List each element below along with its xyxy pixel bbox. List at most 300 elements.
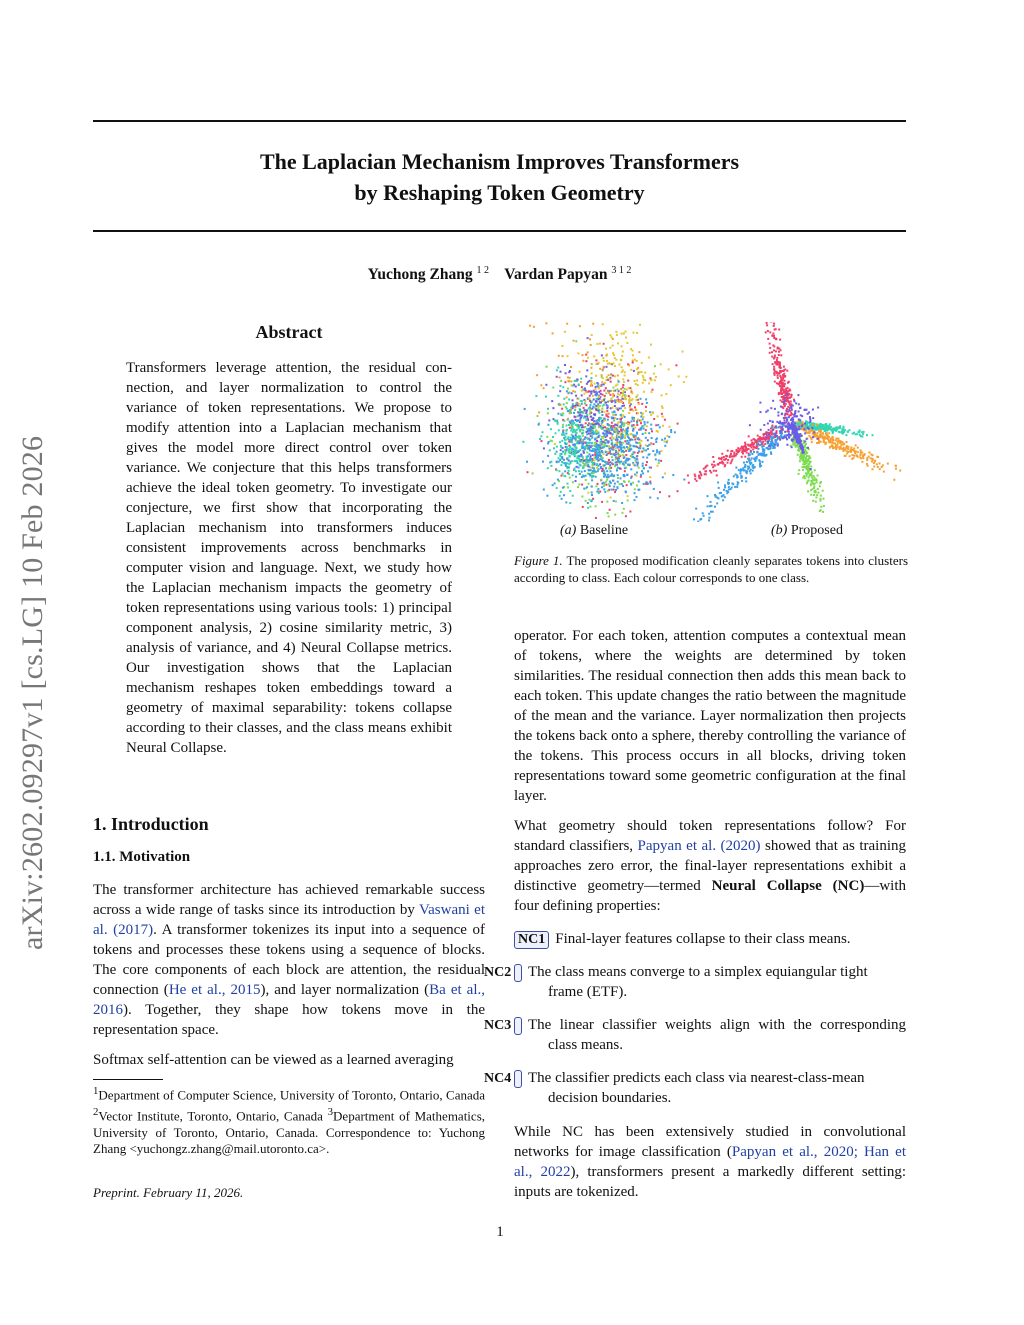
scatter-point	[595, 394, 597, 396]
scatter-point	[857, 451, 859, 453]
nc-tag[interactable]: NC2	[514, 964, 522, 982]
scatter-point	[636, 472, 638, 474]
scatter-point	[772, 344, 774, 346]
scatter-point	[879, 468, 881, 470]
scatter-point	[588, 442, 590, 444]
scatter-point	[552, 484, 554, 486]
scatter-point	[595, 433, 597, 435]
scatter-point	[565, 433, 567, 435]
scatter-point	[699, 477, 701, 479]
scatter-point	[632, 456, 634, 458]
scatter-point	[596, 444, 598, 446]
scatter-point	[795, 410, 797, 412]
scatter-point	[602, 425, 604, 427]
scatter-point	[533, 326, 535, 328]
citation-link[interactable]: Vaswani et al. (2017)	[93, 902, 485, 938]
scatter-point	[641, 403, 643, 405]
scatter-point	[769, 420, 771, 422]
scatter-point	[628, 481, 630, 483]
scatter-point	[726, 492, 728, 494]
scatter-point	[620, 461, 622, 463]
scatter-point	[565, 450, 567, 452]
citation-link[interactable]: Papyan et al., 2020; Han et al., 2022	[514, 1144, 906, 1180]
scatter-point	[547, 455, 549, 457]
scatter-point	[625, 331, 627, 333]
scatter-point	[600, 427, 602, 429]
scatter-point	[744, 466, 746, 468]
scatter-point	[712, 511, 714, 513]
scatter-point	[625, 395, 627, 397]
scatter-point	[809, 424, 811, 426]
scatter-point	[797, 433, 799, 435]
scatter-point	[754, 439, 756, 441]
scatter-point	[817, 492, 819, 494]
scatter-point	[615, 453, 617, 455]
scatter-point	[771, 356, 773, 358]
scatter-point	[577, 415, 579, 417]
scatter-point	[727, 459, 729, 461]
scatter-point	[543, 489, 545, 491]
scatter-point	[860, 449, 862, 451]
scatter-point	[614, 405, 616, 407]
scatter-point	[587, 507, 589, 509]
scatter-point	[762, 461, 764, 463]
scatter-point	[628, 450, 630, 452]
scatter-point	[664, 445, 666, 447]
scatter-point	[657, 424, 659, 426]
scatter-point	[763, 433, 765, 435]
scatter-point	[741, 480, 743, 482]
scatter-point	[562, 412, 564, 414]
scatter-point	[774, 408, 776, 410]
scatter-point	[575, 480, 577, 482]
scatter-point	[656, 430, 658, 432]
scatter-point	[622, 410, 624, 412]
scatter-point	[831, 439, 833, 441]
scatter-point	[615, 458, 617, 460]
scatter-point	[645, 449, 647, 451]
scatter-point	[580, 455, 582, 457]
scatter-point	[611, 416, 613, 418]
scatter-point	[638, 467, 640, 469]
scatter-point	[772, 429, 774, 431]
scatter-point	[718, 457, 720, 459]
scatter-point	[633, 332, 635, 334]
scatter-point	[612, 352, 614, 354]
scatter-point	[596, 343, 598, 345]
scatter-point	[635, 409, 637, 411]
scatter-point	[608, 428, 610, 430]
scatter-point	[574, 444, 576, 446]
scatter-point	[785, 426, 787, 428]
scatter-point	[554, 443, 556, 445]
scatter-point	[568, 424, 570, 426]
scatter-point	[650, 344, 652, 346]
scatter-point	[631, 420, 633, 422]
scatter-point	[644, 423, 646, 425]
scatter-point	[716, 502, 718, 504]
scatter-point	[620, 359, 622, 361]
scatter-point	[570, 380, 572, 382]
scatter-point	[589, 450, 591, 452]
scatter-point	[554, 420, 556, 422]
scatter-point	[828, 432, 830, 434]
scatter-point	[584, 470, 586, 472]
scatter-point	[654, 365, 656, 367]
scatter-point	[780, 406, 782, 408]
scatter-point	[829, 423, 831, 425]
scatter-point	[812, 436, 814, 438]
scatter-point	[798, 411, 800, 413]
scatter-point	[810, 468, 812, 470]
scatter-point	[623, 508, 625, 510]
scatter-point	[791, 425, 793, 427]
scatter-point	[618, 455, 620, 457]
scatter-point	[552, 436, 554, 438]
scatter-point	[635, 437, 637, 439]
scatter-point	[569, 456, 571, 458]
scatter-point	[846, 441, 848, 443]
scatter-point	[851, 458, 853, 460]
scatter-point	[606, 407, 608, 409]
scatter-point	[591, 442, 593, 444]
scatter-point	[694, 475, 696, 477]
scatter-point	[596, 491, 598, 493]
scatter-point	[557, 422, 559, 424]
scatter-point	[609, 485, 611, 487]
scatter-point	[857, 447, 859, 449]
scatter-point	[825, 433, 827, 435]
scatter-point	[558, 355, 560, 357]
scatter-point	[657, 415, 659, 417]
scatter-point	[554, 453, 556, 455]
scatter-point	[872, 468, 874, 470]
scatter-point	[560, 380, 562, 382]
scatter-point	[586, 428, 588, 430]
scatter-point	[569, 421, 571, 423]
intro-paragraph-2: Softmax self-attention can be viewed as a learned averaging	[93, 1052, 454, 1068]
scatter-point	[846, 445, 848, 447]
scatter-point	[649, 411, 651, 413]
scatter-point	[769, 347, 771, 349]
scatter-point	[598, 435, 600, 437]
scatter-point	[797, 454, 799, 456]
scatter-point	[624, 470, 626, 472]
scatter-point	[657, 497, 659, 499]
scatter-point	[575, 449, 577, 451]
scatter-point	[805, 451, 807, 453]
scatter-point	[632, 410, 634, 412]
footnote: $^1$Department of Computer Science, University of Toronto, Ontario, Canada $^2$Vector Institute, Toronto, Ontario, Canada $^3$Department of Mathematics, University of Toronto, Ontario, Canada. Correspondence to: Yuchong Zhang <yuchongz.zhang@mail.utoronto.ca>.	[93, 1085, 486, 1157]
scatter-point	[556, 487, 558, 489]
scatter-point	[645, 410, 647, 412]
scatter-point	[758, 441, 760, 443]
author-name: Yuchong Zhang	[367, 266, 473, 284]
scatter-point	[662, 425, 664, 427]
scatter-point	[822, 437, 824, 439]
scatter-point	[571, 453, 573, 455]
scatter-point	[863, 454, 865, 456]
scatter-point	[792, 419, 794, 421]
scatter-point	[774, 356, 776, 358]
scatter-point	[630, 468, 632, 470]
text-run: showed that as training approaches zero error, the final-layer representations exhibit a distinctive geometry—termed	[514, 838, 906, 894]
citation-link[interactable]: Papyan et al. (2020)	[637, 838, 761, 854]
scatter-point	[571, 392, 573, 394]
scatter-point	[589, 459, 591, 461]
title-bottom-rule	[93, 230, 906, 232]
footnote-affil-3: Department of Mathematics, University of Toronto, Ontario, Canada. Correspondence to: Yuchong Zhang <yuchongz.zhang@mail.utoronto.ca>.	[93, 1108, 486, 1157]
scatter-point	[783, 366, 785, 368]
scatter-point	[784, 431, 786, 433]
scatter-point	[620, 438, 622, 440]
scatter-point	[661, 394, 663, 396]
scatter-point	[658, 451, 660, 453]
scatter-point	[597, 383, 599, 385]
scatter-point	[799, 407, 801, 409]
scatter-point	[754, 441, 756, 443]
scatter-point	[716, 474, 718, 476]
scatter-point	[583, 488, 585, 490]
scatter-point	[727, 462, 729, 464]
scatter-point	[799, 460, 801, 462]
scatter-point	[572, 403, 574, 405]
scatter-point	[546, 436, 548, 438]
scatter-point	[811, 438, 813, 440]
scatter-point	[603, 411, 605, 413]
scatter-point	[628, 424, 630, 426]
scatter-point	[542, 461, 544, 463]
scatter-point	[730, 488, 732, 490]
scatter-point	[590, 380, 592, 382]
scatter-point	[567, 486, 569, 488]
section-heading: 1. Introduction	[93, 814, 209, 834]
scatter-point	[659, 426, 661, 428]
scatter-point	[824, 437, 826, 439]
scatter-point	[620, 392, 622, 394]
text-run: The transformer architecture has achieved remarkable success across a wide range of tasks since its introduction by	[93, 882, 485, 918]
scatter-point	[791, 446, 793, 448]
scatter-point	[832, 436, 834, 438]
scatter-point	[773, 325, 775, 327]
scatter-point	[675, 364, 677, 366]
scatter-point	[636, 475, 638, 477]
scatter-point	[818, 440, 820, 442]
scatter-point	[634, 427, 636, 429]
scatter-point	[645, 464, 647, 466]
scatter-point	[775, 338, 777, 340]
scatter-point	[561, 461, 563, 463]
scatter-point	[863, 431, 865, 433]
scatter-point	[871, 460, 873, 462]
scatter-point	[581, 426, 583, 428]
scatter-point	[608, 515, 610, 517]
scatter-point	[783, 417, 785, 419]
scatter-point	[748, 454, 750, 456]
scatter-point	[597, 403, 599, 405]
scatter-point	[662, 476, 664, 478]
nc-tag[interactable]: NC3	[514, 1017, 522, 1035]
citation-link[interactable]: He et al., 2015	[168, 982, 261, 998]
scatter-point	[602, 451, 604, 453]
scatter-point	[593, 391, 595, 393]
scatter-point	[783, 385, 785, 387]
scatter-point	[785, 437, 787, 439]
scatter-point	[617, 375, 619, 377]
scatter-point	[593, 422, 595, 424]
scatter-point	[527, 471, 529, 473]
scatter-point	[741, 446, 743, 448]
scatter-point	[610, 482, 612, 484]
scatter-point	[785, 390, 787, 392]
scatter-point	[619, 400, 621, 402]
scatter-point	[632, 418, 634, 420]
scatter-point	[899, 470, 901, 472]
scatter-point	[615, 331, 617, 333]
scatter-point	[540, 435, 542, 437]
scatter-point	[660, 460, 662, 462]
scatter-point	[809, 418, 811, 420]
scatter-point	[766, 322, 768, 324]
scatter-point	[608, 392, 610, 394]
scatter-point	[580, 381, 582, 383]
scatter-point	[807, 467, 809, 469]
scatter-point	[613, 475, 615, 477]
scatter-point	[769, 331, 771, 333]
scatter-point	[780, 349, 782, 351]
scatter-point	[578, 467, 580, 469]
scatter-point	[615, 450, 617, 452]
scatter-point	[651, 391, 653, 393]
scatter-point	[778, 372, 780, 374]
scatter-point	[604, 464, 606, 466]
scatter-point	[613, 387, 615, 389]
scatter-point	[569, 452, 571, 454]
scatter-point	[866, 463, 868, 465]
scatter-point	[635, 435, 637, 437]
scatter-point	[757, 435, 759, 437]
scatter-point	[751, 439, 753, 441]
scatter-point	[674, 431, 676, 433]
scatter-point	[569, 490, 571, 492]
scatter-point	[561, 408, 563, 410]
scatter-point	[634, 380, 636, 382]
scatter-point	[823, 440, 825, 442]
scatter-point	[777, 445, 779, 447]
scatter-point	[578, 442, 580, 444]
scatter-point	[736, 486, 738, 488]
scatter-point	[618, 457, 620, 459]
scatter-point	[778, 329, 780, 331]
scatter-point	[614, 483, 616, 485]
scatter-point	[579, 437, 581, 439]
scatter-point	[806, 482, 808, 484]
scatter-point	[636, 422, 638, 424]
scatter-point	[624, 437, 626, 439]
scatter-point	[549, 449, 551, 451]
scatter-point	[721, 453, 723, 455]
scatter-point	[634, 499, 636, 501]
scatter-point	[597, 469, 599, 471]
scatter-point	[616, 400, 618, 402]
nc-tag[interactable]: NC4	[514, 1070, 522, 1088]
scatter-point	[662, 416, 664, 418]
scatter-point	[628, 395, 630, 397]
scatter-point	[712, 456, 714, 458]
scatter-point	[535, 395, 537, 397]
scatter-point	[622, 394, 624, 396]
scatter-point	[661, 450, 663, 452]
scatter-point	[724, 486, 726, 488]
scatter-point	[751, 457, 753, 459]
scatter-point	[626, 428, 628, 430]
scatter-point	[586, 437, 588, 439]
scatter-point	[584, 426, 586, 428]
scatter-point	[617, 399, 619, 401]
scatter-point	[804, 441, 806, 443]
scatter-point	[596, 464, 598, 466]
scatter-point	[772, 333, 774, 335]
scatter-point	[611, 439, 613, 441]
scatter-point	[622, 450, 624, 452]
scatter-point	[664, 440, 666, 442]
citation-link[interactable]: Ba et al., 2016	[93, 982, 485, 1018]
scatter-point	[624, 435, 626, 437]
scatter-point	[733, 454, 735, 456]
scatter-point	[822, 511, 824, 513]
scatter-point	[718, 487, 720, 489]
scatter-point	[709, 517, 711, 519]
scatter-point	[862, 433, 864, 435]
scatter-point	[611, 436, 613, 438]
scatter-point	[664, 473, 666, 475]
scatter-point	[774, 444, 776, 446]
scatter-point	[846, 453, 848, 455]
scatter-point	[625, 337, 627, 339]
body-paragraph-3	[514, 1122, 906, 1202]
scatter-point	[578, 470, 580, 472]
scatter-point	[745, 477, 747, 479]
scatter-point	[569, 502, 571, 504]
figure-caption	[514, 552, 908, 586]
scatter-point	[595, 420, 597, 422]
scatter-point	[735, 450, 737, 452]
scatter-point	[605, 392, 607, 394]
scatter-point	[539, 438, 541, 440]
scatter-point	[597, 385, 599, 387]
scatter-point	[611, 407, 613, 409]
scatter-point	[600, 479, 602, 481]
scatter-point	[559, 390, 561, 392]
scatter-point	[564, 475, 566, 477]
scatter-point	[617, 396, 619, 398]
scatter-point	[756, 457, 758, 459]
scatter-point	[811, 441, 813, 443]
scatter-point	[593, 403, 595, 405]
scatter-point	[591, 419, 593, 421]
scatter-point	[798, 426, 800, 428]
author-affiliation: 3 1 2	[611, 265, 632, 276]
scatter-point	[607, 401, 609, 403]
scatter-point	[844, 455, 846, 457]
nc-tag[interactable]: NC1	[514, 931, 549, 949]
scatter-point	[853, 455, 855, 457]
scatter-point	[601, 470, 603, 472]
scatter-point	[612, 411, 614, 413]
scatter-point	[612, 393, 614, 395]
scatter-point	[760, 411, 762, 413]
scatter-point	[625, 450, 627, 452]
